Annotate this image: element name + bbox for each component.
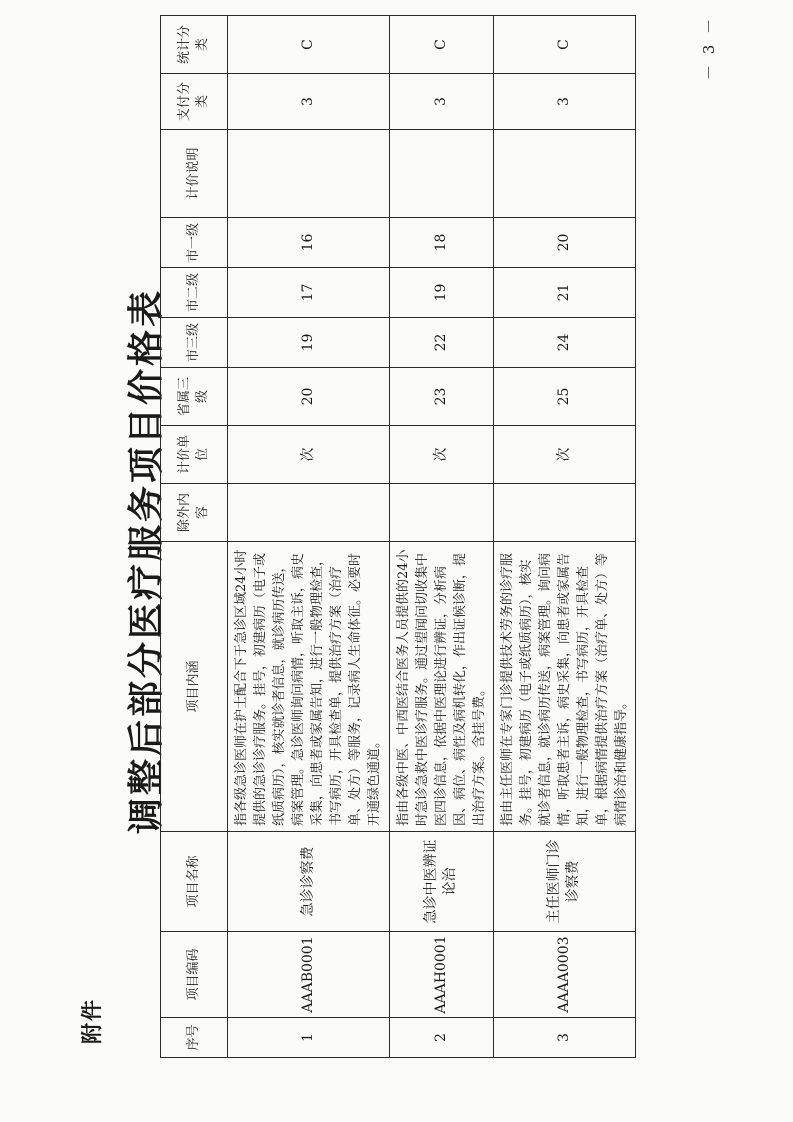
cell-except (493, 484, 635, 542)
cell-unit: 次 (389, 426, 493, 484)
table-row (228, 16, 390, 1058)
cell-name: 急诊中医辨证论治 (389, 832, 493, 932)
cell-payment-class: 3 (389, 74, 493, 130)
cell-city-tier1: 20 (493, 218, 635, 268)
cell-provincial-tier3: 23 (389, 368, 493, 426)
header-city-tier2: 市二级 (161, 268, 228, 318)
cell-pricing-note (493, 130, 635, 218)
cell-provincial-tier3: 25 (493, 368, 635, 426)
table-row (493, 16, 635, 1058)
cell-stat-class: C (228, 16, 390, 74)
cell-city-tier3: 24 (493, 318, 635, 368)
header-no: 序号 (161, 1018, 228, 1058)
cell-desc: 指由各级中医、中西医结合医务人员提供的24小时急诊急救中医诊疗服务。通过望闻问切收集中医四诊信息，依据中医理论进行辨证，分析病因、病位、病性及病机转化，作出证候诊断，提出治疗方案。含挂号费。 (389, 542, 493, 832)
attachment-label: 附件 (79, 998, 104, 1044)
cell-unit: 次 (228, 426, 390, 484)
header-unit: 计价单位 (161, 426, 228, 484)
cell-name: 急诊诊察费 (228, 832, 390, 932)
cell-city-tier2: 19 (389, 268, 493, 318)
cell-stat-class: C (493, 16, 635, 74)
cell-payment-class: 3 (493, 74, 635, 130)
header-name: 项目名称 (161, 832, 228, 932)
cell-code: AAAB0001 (228, 932, 390, 1018)
cell-no: 2 (389, 1018, 493, 1058)
cell-code: AAAA0003 (493, 932, 635, 1018)
table-header-row (161, 16, 228, 1058)
cell-city-tier1: 16 (228, 218, 390, 268)
header-stat-class: 统计分类 (161, 16, 228, 74)
header-payment-class: 支付分类 (161, 74, 228, 130)
cell-city-tier2: 17 (228, 268, 390, 318)
price-table (160, 15, 636, 1058)
cell-code: AAAH0001 (389, 932, 493, 1018)
cell-no: 3 (493, 1018, 635, 1058)
cell-city-tier2: 21 (493, 268, 635, 318)
page-number: － 3 － (700, 15, 718, 80)
cell-desc: 指各级急诊医师在护士配合下于急诊区域24小时提供的急诊诊疗服务。挂号，初建病历（电子或纸质病历），核实就诊者信息，就诊病历传送，病案管理。急诊医师询问病情，听取主诉，病史采集，向患者或家属告知，进行一般物理检查，书写病历，开具检查单，提供治疗方案（治疗单、处方）等服务，记录病人生命体征。必要时开通绿色通道。 (228, 542, 390, 832)
document-title: 调整后部分医疗服务项目价格表 (125, 288, 167, 835)
cell-pricing-note (228, 130, 390, 218)
header-pricing-note: 计价说明 (161, 130, 228, 218)
header-desc: 项目内涵 (161, 542, 228, 832)
header-city-tier3: 市三级 (161, 318, 228, 368)
cell-stat-class: C (389, 16, 493, 74)
cell-unit: 次 (493, 426, 635, 484)
cell-name: 主任医师门诊诊察费 (493, 832, 635, 932)
cell-pricing-note (389, 130, 493, 218)
cell-except (389, 484, 493, 542)
cell-provincial-tier3: 20 (228, 368, 390, 426)
header-code: 项目编码 (161, 932, 228, 1018)
table-row (389, 16, 493, 1058)
cell-city-tier3: 22 (389, 318, 493, 368)
cell-city-tier3: 19 (228, 318, 390, 368)
cell-no: 1 (228, 1018, 390, 1058)
header-city-tier1: 市一级 (161, 218, 228, 268)
header-except: 除外内容 (161, 484, 228, 542)
cell-payment-class: 3 (228, 74, 390, 130)
cell-desc: 指由主任医师在专家门诊提供技术劳务的诊疗服务。挂号，初建病历（电子或纸质病历），核实就诊者信息，就诊病历传送，病案管理。询问病情，听取患者主诉，病史采集，向患者或家属告知，进行一般物理检查，书写病历，开具检查单，根据病情提供治疗方案（治疗单、处方）等病情诊治和健康指导。 (493, 542, 635, 832)
cell-except (228, 484, 390, 542)
header-provincial-tier3: 省属三级 (161, 368, 228, 426)
cell-city-tier1: 18 (389, 218, 493, 268)
